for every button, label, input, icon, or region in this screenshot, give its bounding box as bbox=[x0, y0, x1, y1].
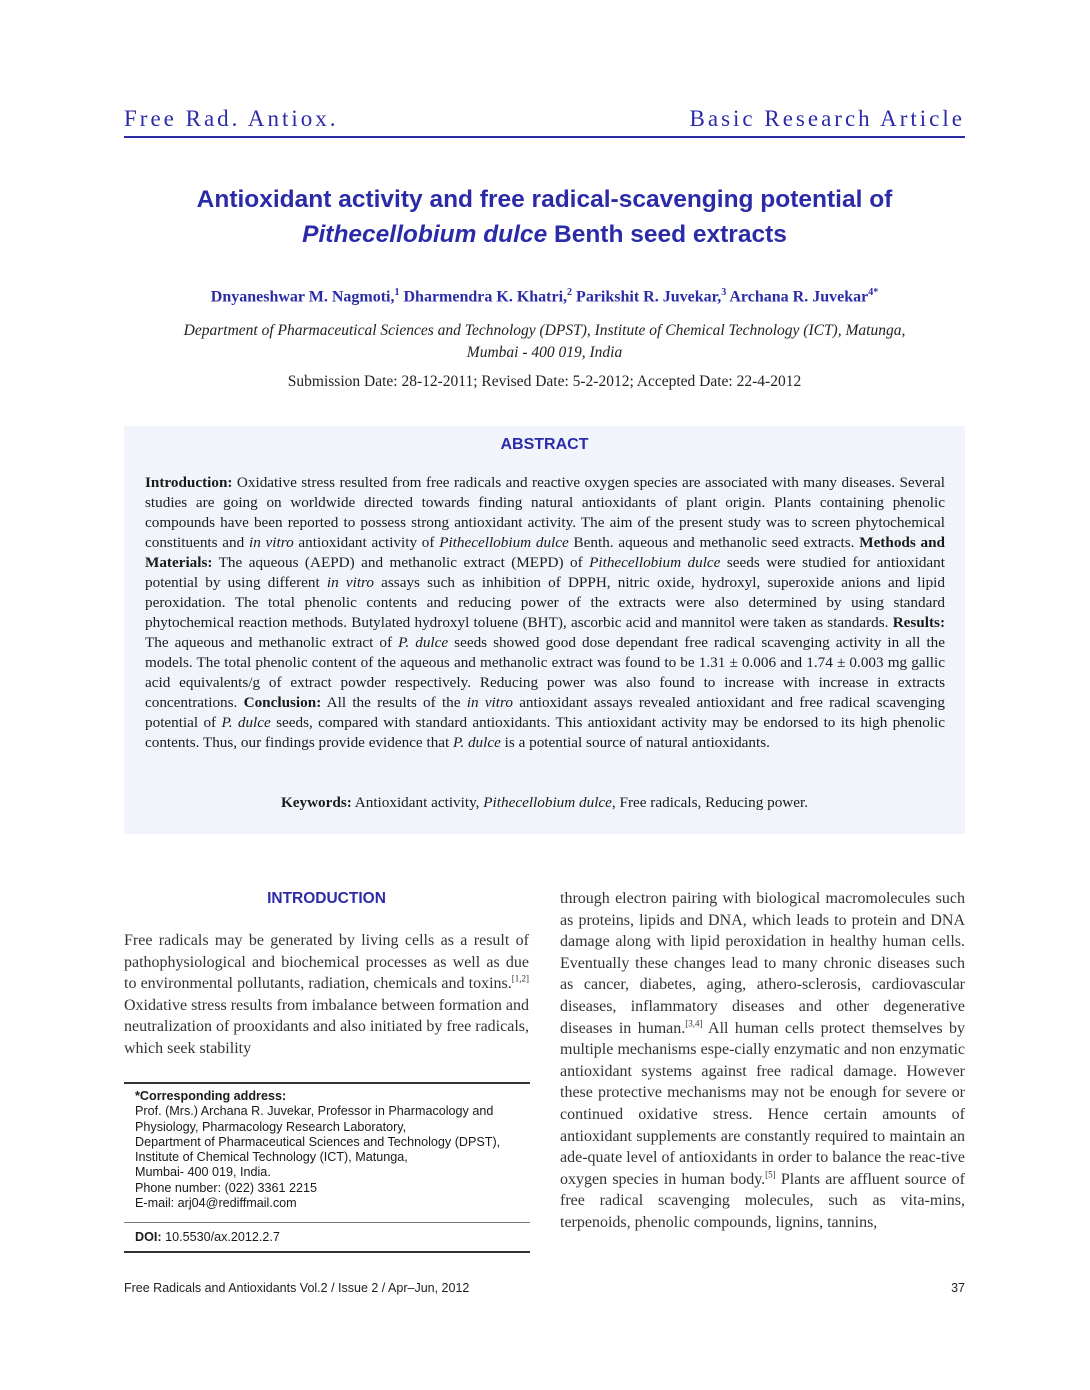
correspondence-rule-bottom bbox=[124, 1251, 530, 1253]
header-rule bbox=[124, 136, 965, 138]
abstract-segment: antioxidant activity of bbox=[293, 534, 440, 551]
doi-label: DOI: bbox=[135, 1230, 162, 1244]
abstract-label-results: Results: bbox=[892, 614, 945, 631]
author-list bbox=[124, 287, 965, 306]
keywords-label: Keywords: bbox=[280, 794, 352, 811]
title-line1: Antioxidant activity and free radical-scavenging potential of bbox=[196, 186, 893, 213]
citation-ref: [5] bbox=[765, 1169, 776, 1180]
body-segment: Plants are affluent source of free radical scavenging molecules, such as vita-mins, terpenoids, phenolic compounds, lignins, tannins, bbox=[560, 1170, 965, 1231]
author-name: Dnyaneshwar M. Nagmoti, bbox=[210, 288, 395, 306]
correspondence-label: *Corresponding address: bbox=[135, 1089, 287, 1103]
body-segment: through electron pairing with biological macromolecules such as proteins, lipids and DNA, which leads to protein and DNA damage along with lipid peroxidation in healthy human cells. Eventually these changes lead to many chronic diseases such as cancer, diabetes, aging, athero-sclerosis, cardiovascular diseases, inflammatory diseases and other degenerative diseases in human. bbox=[560, 890, 965, 1037]
correspondence-line: Phone number: (022) 3361 2215 bbox=[135, 1180, 318, 1195]
body-segment: Free radicals may be generated by living cells as a result of pathophysiological and biochemical processes as well as due to environmental pollutants, radiation, chemicals and toxins. bbox=[124, 932, 529, 993]
correspondence-line: Department of Pharmaceutical Sciences and Technology (DPST), bbox=[135, 1134, 501, 1149]
abstract-italic: in vitro bbox=[326, 574, 374, 591]
author-affil-sup: 1 bbox=[394, 287, 400, 298]
abstract-italic: P. dulce bbox=[398, 634, 449, 651]
abstract-segment: antioxidant assays revealed antioxidant and free radical scavenging potential of bbox=[145, 694, 945, 731]
title-species: Pithecellobium dulce bbox=[302, 221, 548, 248]
abstract-italic: P. dulce bbox=[453, 734, 501, 751]
author-affil-sup: 3 bbox=[721, 287, 727, 298]
doi bbox=[135, 1230, 280, 1244]
abstract-segment: assays such as inhibition of DPPH, nitric oxide, hydroxyl, superoxide anions and lipid peroxidation. The total phenolic contents and reducing power of the extracts were also determined by using standard phytochemical reaction methods. Butylated hydroxyl toluene (BHT), ascorbic acid and mannitol were taken as standards. bbox=[145, 574, 945, 631]
abstract-label-introduction: Introduction: bbox=[145, 474, 233, 491]
abstract-segment: Benth. aqueous and methanolic seed extracts. bbox=[568, 534, 860, 551]
page-number: 37 bbox=[951, 1281, 965, 1295]
author-name: Dharmendra K. Khatri, bbox=[403, 288, 568, 306]
introduction-left-column bbox=[124, 930, 529, 1060]
keywords-italic: Pithecellobium dulce bbox=[483, 794, 612, 811]
author-affil-sup: 2 bbox=[567, 287, 573, 298]
correspondence-email: E-mail: arj04@rediffmail.com bbox=[135, 1196, 297, 1211]
correspondence-line: Prof. (Mrs.) Archana R. Juvekar, Professor in Pharmacology and Physiology, Pharmacology Research Laboratory, bbox=[135, 1104, 494, 1134]
abstract-italic: Pithecellobium dulce bbox=[439, 534, 569, 551]
submission-dates: Submission Date: 28-12-2011; Revised Date: 5-2-2012; Accepted Date: 22-4-2012 bbox=[287, 373, 802, 390]
correspondence-rule-mid bbox=[124, 1222, 530, 1223]
journal-abbrev: Free Rad. Antiox. bbox=[124, 106, 339, 131]
correspondence-rule-top bbox=[124, 1082, 530, 1084]
body-segment: All human cells protect themselves by multiple mechanisms espe-cially enzymatic and non enzymatic antioxidant systems against free radical damage. However these protective mechanisms may not be enough for severe or continued oxidative stress. Hence certain amounts of antioxidant supplements are constantly required to maintain an ade-quate level of antioxidants in order to balance the reac-tive oxygen species in human body. bbox=[560, 1019, 965, 1188]
author-affil-sup: 4* bbox=[868, 287, 879, 298]
affiliation-line2: Mumbai - 400 019, India bbox=[466, 344, 623, 361]
correspondence-line: Mumbai- 400 019, India. bbox=[135, 1165, 271, 1180]
abstract-italic: P. dulce bbox=[221, 714, 271, 731]
affiliation bbox=[124, 320, 965, 364]
doi-value: 10.5530/ax.2012.2.7 bbox=[161, 1230, 280, 1244]
article-type: Basic Research Article bbox=[689, 106, 965, 131]
abstract-segment: is a potential source of natural antioxidants. bbox=[500, 734, 770, 751]
keywords bbox=[124, 794, 965, 812]
correspondence-block bbox=[135, 1089, 527, 1211]
correspondence-line: Institute of Chemical Technology (ICT), Matunga, bbox=[135, 1150, 408, 1165]
article-title bbox=[124, 182, 965, 252]
keywords-segment: , Free radicals, Reducing power. bbox=[611, 794, 809, 811]
abstract-segment: seeds, compared with standard antioxidants. This antioxidant activity may be endorsed to its high phenolic contents. Thus, our findings provide evidence that bbox=[145, 714, 945, 751]
introduction-right-column bbox=[560, 888, 965, 1234]
citation-ref: [3,4] bbox=[685, 1018, 703, 1029]
title-line2: Benth seed extracts bbox=[547, 221, 787, 248]
abstract-text bbox=[145, 473, 945, 753]
abstract-segment: seeds were studied for antioxidant potential by using different bbox=[145, 554, 945, 591]
keywords-segment: Antioxidant activity, bbox=[351, 794, 484, 811]
abstract-segment: Oxidative stress resulted from free radicals and reactive oxygen species are associated with many diseases. Several studies are going on worldwide directed towards finding natural antioxidants of plant origin. Plants containing phenolic compounds have been reported to possess strong antioxidant activity. The aim of the present study was to screen phytochemical constituents and bbox=[145, 474, 945, 551]
abstract-segment: seeds showed good dose dependant free radical scavenging activity in all the models. The total phenolic content of the aqueous and methanolic extract was found to be 1.31 ± 0.006 and 1.74 ± 0.003 mg gallic acid equivalents/g of extract powder respectively. Reducing power was also found to increase with increase in extracts concentrations. bbox=[145, 634, 945, 711]
abstract-segment: The aqueous and methanolic extract of bbox=[145, 634, 399, 651]
abstract-italic: Pithecellobium dulce bbox=[589, 554, 721, 571]
footer-citation: Free Radicals and Antioxidants Vol.2 / Issue 2 / Apr–Jun, 2012 bbox=[124, 1281, 470, 1295]
author-name: Archana R. Juvekar bbox=[729, 288, 869, 306]
citation-ref: [1,2] bbox=[511, 973, 529, 984]
author-name: Parikshit R. Juvekar, bbox=[576, 288, 722, 306]
abstract-italic: in vitro bbox=[248, 534, 294, 551]
abstract-heading: ABSTRACT bbox=[500, 436, 589, 453]
body-segment: Oxidative stress results from imbalance between formation and neutralization of prooxidants and also initiated by free radicals, which seek stability bbox=[124, 996, 529, 1057]
introduction-heading: INTRODUCTION bbox=[267, 890, 386, 907]
abstract-segment: The aqueous (AEPD) and methanolic extract (MEPD) of bbox=[212, 554, 590, 571]
abstract-label-methods: Methods and Materials: bbox=[145, 534, 945, 571]
abstract-segment: All the results of the bbox=[321, 694, 467, 711]
affiliation-line1: Department of Pharmaceutical Sciences and Technology (DPST), Institute of Chemical Technology (ICT), Matunga, bbox=[183, 322, 906, 339]
abstract-italic: in vitro bbox=[466, 694, 513, 711]
abstract-label-conclusion: Conclusion: bbox=[243, 694, 322, 711]
